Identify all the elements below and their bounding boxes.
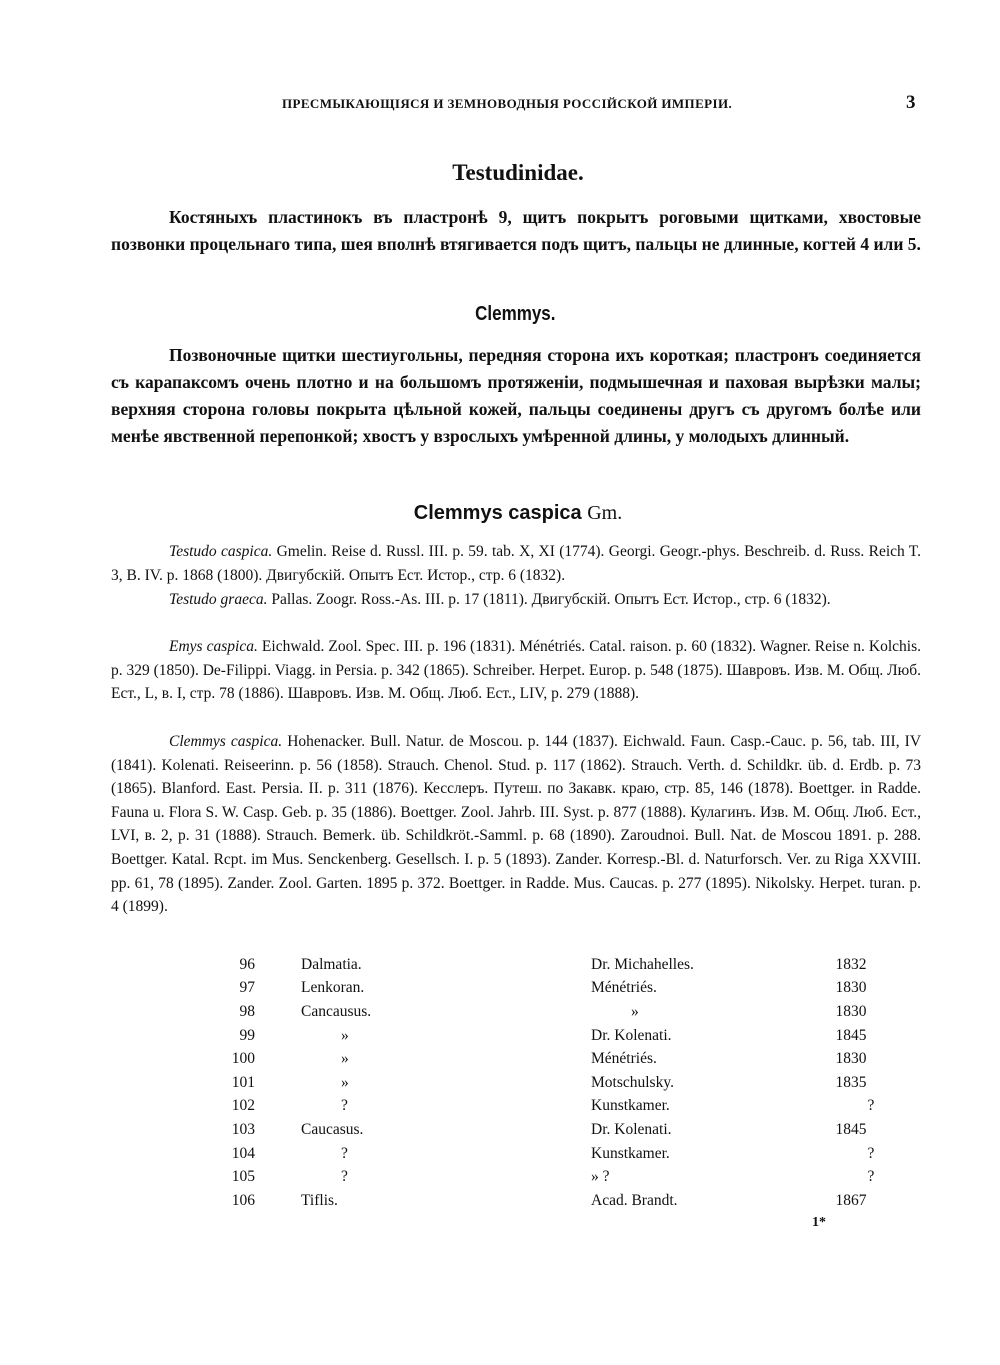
specimen-year: ? xyxy=(867,1097,875,1115)
specimen-row xyxy=(225,977,896,1001)
specimen-donor: Motschulsky. xyxy=(591,1073,674,1091)
genus-description-text: Позвоночные щитки шестиугольны, передняя сторона ихъ короткая; пластронъ соединяется съ карапаксомъ очень плотно и на большомъ протяженіи, подмышечная и паховая вырѣзки малы; верхняя сторона головы покрыта цѣльной кожей, пальцы соединены другъ съ другомъ болѣе или менѣе явственной перепонкой; хвостъ у взрослыхъ умѣренной длины, у молодыхъ длинный. xyxy=(111,345,921,446)
specimen-row xyxy=(225,1000,896,1024)
synonym-taxon: Clemmys caspica. xyxy=(169,733,283,750)
specimen-year: 1832 xyxy=(835,955,867,973)
specimen-row xyxy=(225,953,896,977)
specimen-year: 1830 xyxy=(835,1002,867,1020)
specimen-locality: » xyxy=(341,1073,349,1091)
spacer xyxy=(255,1095,301,1119)
family-heading: Testudinidae. xyxy=(452,160,584,185)
specimen-donor: Ménétriés. xyxy=(591,1050,657,1068)
specimen-year: 1845 xyxy=(835,1120,867,1138)
spacer xyxy=(255,1189,301,1213)
page-number: 3 xyxy=(906,92,916,113)
family-description-text: Костяныхъ пластинокъ въ пластронѣ 9, щитъ покрытъ роговыми щитками, хвостовые позвонки процельнаго типа, шея вполнѣ втягивается подъ щитъ, пальцы не длинные, когтей 4 или 5. xyxy=(111,207,921,254)
specimen-number: 101 xyxy=(231,1073,255,1091)
specimen-table xyxy=(225,953,896,1213)
specimen-donor: Kunstkamer. xyxy=(591,1144,670,1162)
specimen-donor: Dr. Kolenati. xyxy=(591,1120,672,1138)
specimen-donor: Dr. Michahelles. xyxy=(591,955,694,973)
specimen-year: 1867 xyxy=(835,1191,867,1209)
species-heading xyxy=(0,502,1000,525)
spacer xyxy=(255,1165,301,1189)
spacer xyxy=(255,1024,301,1048)
specimen-year: 1830 xyxy=(835,1050,867,1068)
specimen-number: 100 xyxy=(231,1050,255,1068)
specimen-number: 98 xyxy=(239,1002,255,1020)
specimen-locality: ? xyxy=(341,1168,348,1186)
specimen-locality: ? xyxy=(341,1097,348,1115)
specimen-number: 99 xyxy=(239,1026,255,1044)
synonym-taxon: Emys caspica. xyxy=(169,638,258,655)
synonym-taxon: Testudo graeca. xyxy=(169,591,268,608)
running-head: ПРЕСМЫКАЮЩІЯСЯ И ЗЕМНОВОДНЫЯ РОССІЙСКОЙ ИМПЕРІИ. xyxy=(282,96,733,111)
spacer xyxy=(255,953,301,977)
specimen-number: 106 xyxy=(231,1191,255,1209)
specimen-donor: » ? xyxy=(591,1168,610,1186)
species-name: Clemmys caspica xyxy=(413,502,582,524)
specimen-row xyxy=(225,1071,896,1095)
specimen-year: ? xyxy=(867,1144,875,1162)
spacer xyxy=(255,1000,301,1024)
specimen-row xyxy=(225,1118,896,1142)
synonym-references: Pallas. Zoogr. Ross.-As. III. p. 17 (1811). Двигубскій. Опытъ Ест. Истор., стр. 6 (1832). xyxy=(271,591,831,608)
specimen-locality: » xyxy=(341,1050,349,1068)
genus-heading: Clemmys. xyxy=(475,303,556,325)
spacer xyxy=(255,1118,301,1142)
specimen-locality: Dalmatia. xyxy=(301,955,362,973)
specimen-number: 102 xyxy=(231,1097,255,1115)
specimen-number: 104 xyxy=(231,1144,255,1162)
spacer xyxy=(255,1142,301,1166)
specimen-donor: » xyxy=(631,1002,639,1020)
specimen-row xyxy=(225,1024,896,1048)
synonym-taxon: Testudo caspica. xyxy=(169,543,273,560)
spacer xyxy=(255,977,301,1001)
spacer xyxy=(255,1071,301,1095)
specimen-number: 105 xyxy=(231,1168,255,1186)
specimen-row xyxy=(225,1165,896,1189)
specimen-locality: Tiflis. xyxy=(301,1191,338,1209)
specimen-number: 97 xyxy=(239,979,255,997)
specimen-locality: Cancausus. xyxy=(301,1002,372,1020)
specimen-locality: Caucasus. xyxy=(301,1120,364,1138)
specimen-locality: ? xyxy=(341,1144,348,1162)
synonym-references: Hohenacker. Bull. Natur. de Moscou. p. 144 (1837). Eichwald. Faun. Casp.-Cauc. p. 56, tab. III, IV (1841). Kolenati. Reiseerinn. p. 56 (1858). Strauch. Chenol. Stud. p. 117 (1862). Strauch. Verth. d. Schildkr. üb. d. Erdb. p. 73 (1865). Blanford. East. Persia. II. p. 311 (1876). Кесслеръ. Путеш. по Закавк. краю, стр. 85, 146 (1878). Boettger. in Radde. Fauna u. Flora S. W. Casp. Geb. p. 35 (1886). Boettger. Zool. Jahrb. III. Syst. p. 877 (1888). Кулагинъ. Изв. М. Общ. Люб. Ест., LVI, в. 2, p. 31 (1888). Strauch. Bemerk. üb. Schildkröt.-Samml. p. 68 (1890). Zaroudnoi. Bull. Nat. de Moscou 1891. p. 288. Boettger. Katal. Rcpt. im Mus. Senckenberg. Gesellsch. I. p. 5 (1893). Zander. Korresp.-Bl. d. Naturforsch. Ver. zu Riga XXVIII. pp. 61, 78 (1895). Zander. Zool. Garten. 1895 p. 372. Boettger. in Radde. Mus. Caucas. p. 277 (1895). Nikolsky. Herpet. turan. p. 4 (1899). xyxy=(111,733,922,916)
synonym-references: Gmelin. Reise d. Russl. III. p. 59. tab. X, XI (1774). Georgi. Geogr.-phys. Beschreib. d. Russ. Reich T. 3, B. IV. p. 1868 (1800). Двигубскій. Опытъ Ест. Истор., стр. 6 (1832). xyxy=(111,543,922,584)
genus-description xyxy=(111,342,921,450)
synonymy-entry xyxy=(111,635,921,706)
specimen-year: 1830 xyxy=(835,979,867,997)
family-description xyxy=(111,204,921,258)
specimen-row xyxy=(225,1142,896,1166)
synonymy-entry xyxy=(111,588,921,612)
synonym-references: Eichwald. Zool. Spec. III. p. 196 (1831). Ménétriés. Catal. raison. p. 60 (1832). Wagner. Reise n. Kolchis. p. 329 (1850). De-Filippi. Viagg. in Persia. p. 342 (1865). Schreiber. Herpet. Europ. p. 548 (1875). Шавровъ. Изв. М. Общ. Люб. Ест., L, в. I, стр. 78 (1886). Шавровъ. Изв. М. Общ. Люб. Ест., LIV, p. 279 (1888). xyxy=(111,638,922,703)
specimen-donor: Dr. Kolenati. xyxy=(591,1026,672,1044)
species-author: Gm. xyxy=(587,502,623,524)
signature-mark: 1* xyxy=(812,1215,826,1230)
specimen-row xyxy=(225,1047,896,1071)
specimen-donor: Ménétriés. xyxy=(591,979,657,997)
specimen-locality: Lenkoran. xyxy=(301,979,365,997)
specimen-row xyxy=(225,1189,896,1213)
specimen-locality: » xyxy=(341,1026,349,1044)
synonymy-entry xyxy=(111,730,921,919)
specimen-donor: Acad. Brandt. xyxy=(591,1191,678,1209)
specimen-row xyxy=(225,1095,896,1119)
synonymy-entry xyxy=(111,540,921,587)
spacer xyxy=(255,1047,301,1071)
specimen-year: 1835 xyxy=(835,1073,867,1091)
specimen-donor: Kunstkamer. xyxy=(591,1097,670,1115)
specimen-year: ? xyxy=(867,1168,875,1186)
specimen-number: 96 xyxy=(239,955,255,973)
specimen-year: 1845 xyxy=(835,1026,867,1044)
specimen-number: 103 xyxy=(231,1120,255,1138)
